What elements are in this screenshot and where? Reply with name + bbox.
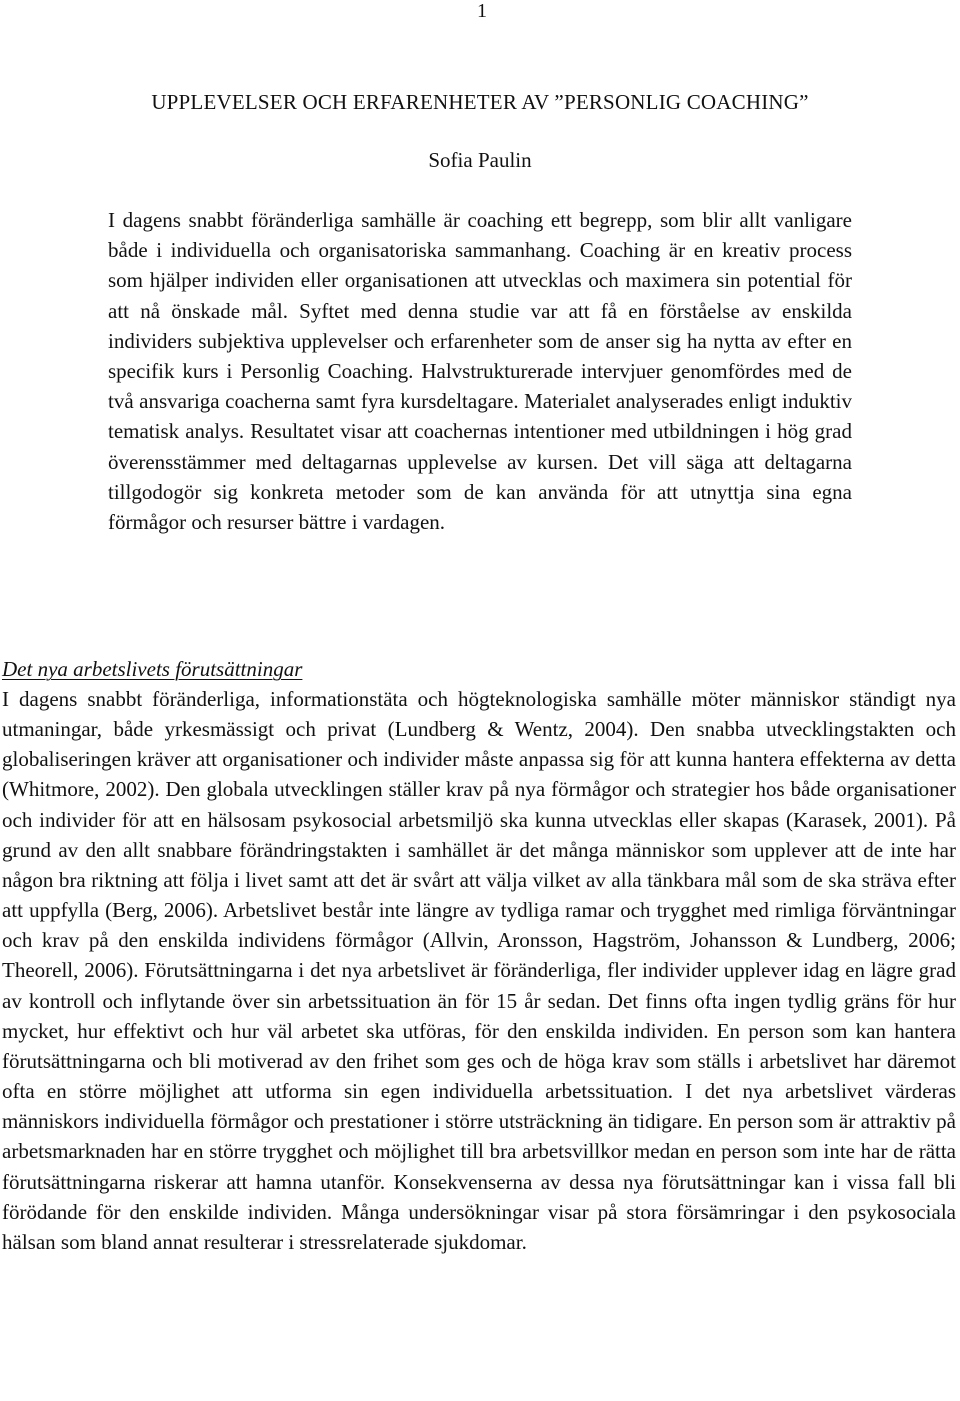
page-number: 1 bbox=[477, 0, 487, 22]
abstract-paragraph: I dagens snabbt föränderliga samhälle är coaching ett begrepp, som blir allt vanligare både i individuella och organisatoriska sammanhang. Coaching är en kreativ process som hjälper individen eller organisationen att utvecklas och maximera sin potential för att nå önskade mål. Syftet med denna studie var att få en förståelse av enskilda individers subjektiva upplevelser och erfarenheter som de anser sig ha nytta av efter en specifik kurs i Personlig Coaching. Halvstrukturerade intervjuer genomfördes med de två ansvariga coacherna samt fyra kursdeltagare. Materialet analyserades enligt induktiv tematisk analys. Resultatet visar att coachernas intentioner med utbildningen i hög grad överensstämmer med deltagarnas upplevelse av kursen. Det vill säga att deltagarna tillgodogör sig konkreta metoder som de kan använda för att utnyttja sina egna förmågor och resurser bättre i vardagen. bbox=[108, 208, 852, 535]
author-name: Sofia Paulin bbox=[428, 148, 532, 172]
document-title: UPPLEVELSER OCH ERFARENHETER AV ”PERSONLIG COACHING” bbox=[151, 90, 809, 114]
section-heading: Det nya arbetslivets förutsättningar bbox=[2, 657, 303, 681]
body-paragraph: I dagens snabbt föränderliga, informationstäta och högteknologiska samhälle möter människor ständigt nya utmaningar, både yrkesmässigt och privat (Lundberg & Wentz, 2004). Den snabba utvecklingstakten och globaliseringen kräver att organisationer och individer måste anpassa sig för att kunna hantera effekterna av detta (Whitmore, 2002). Den globala utvecklingen ställer krav på nya förmågor och strategier hos både organisationer och individer för att en hälsosam psykosocial arbetsmiljö ska kunna utvecklas eller skapas (Karasek, 2001). På grund av den allt snabbare förändringstakten i samhället är det många människor som upplever att de inte har någon bra riktning att följa i livet samt att det är svårt att välja vilket av alla tänkbara mål som de ska sträva efter att uppfylla (Berg, 2006). Arbetslivet består inte längre av tydliga ramar och trygghet med rimliga förväntningar och krav på den enskilda individens förmågor (Allvin, Aronsson, Hagström, Johansson & Lundberg, 2006; Theorell, 2006). Förutsättningarna i det nya arbetslivet är föränderliga, fler individer upplever idag en lägre grad av kontroll och inflytande över sin arbetssituation än för 15 år sedan. Det finns ofta ingen tydlig gräns för hur mycket, hur effektivt och hur väl arbetet ska utföras, för den enskilda individen. En person som kan hantera förutsättningarna och bli motiverad av den frihet som ges och de höga krav som ställs i arbetslivet har däremot ofta en större möjlighet att utforma sin egen individuella arbetssituation. I det nya arbetslivet värderas människors individuella förmågor och prestationer i större utsträckning än tidigare. En person som är attraktiv på arbetsmarknaden har en större trygghet och möjlighet till bra arbetsvillkor medan en person som inte har de rätta förutsättningarna riskerar att hamna utanför. Konsekvenserna av dessa nya förutsättningar kan i vissa fall bli förödande för den enskilde individen. Många undersökningar visar på stora försämringar i den psykosociala hälsan som bland annat resulterar i stressrelaterade sjukdomar. bbox=[2, 687, 956, 1254]
